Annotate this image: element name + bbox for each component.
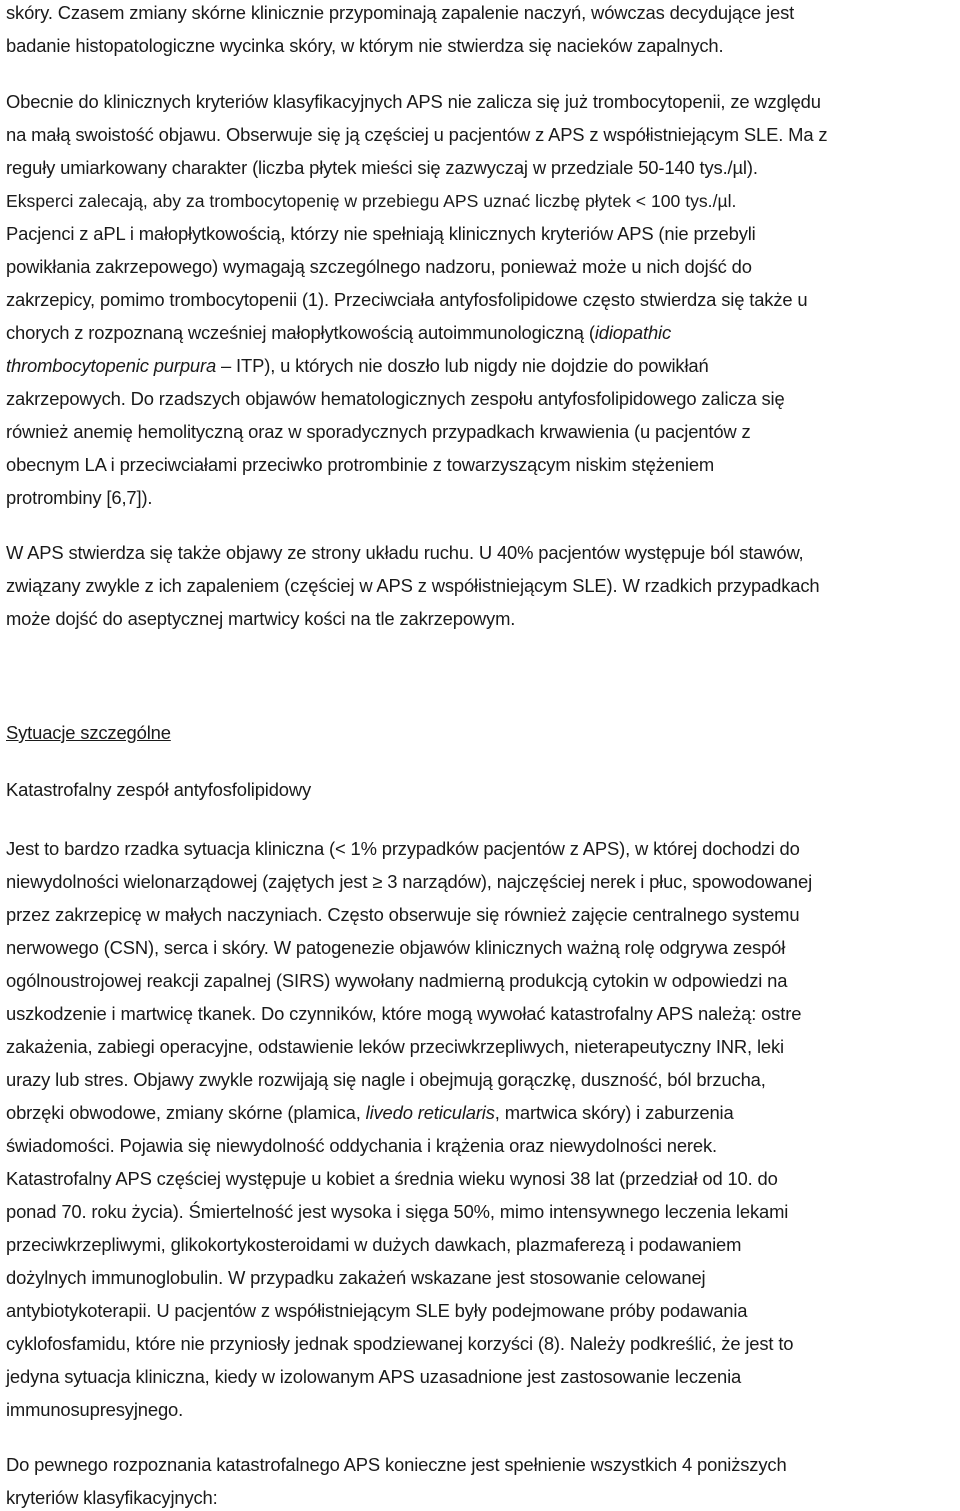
text-line: immunosupresyjnego. <box>6 1399 184 1420</box>
text-line: przeciwkrzepliwymi, glikokortykosteroidami w dużych dawkach, plazmaferezą i podawaniem <box>6 1234 742 1255</box>
text-line: również anemię hemolityczną oraz w sporadycznych przypadkach krwawienia (u pacjentów z <box>6 421 751 442</box>
text-line: W APS stwierdza się także objawy ze strony układu ruchu. U 40% pacjentów występuje ból stawów, <box>6 542 804 563</box>
text-line: obecnym LA i przeciwciałami przeciwko protrombinie z towarzyszącym niskim stężeniem <box>6 454 715 475</box>
text-line: ponad 70. roku życia). Śmiertelność jest wysoka i sięga 50%, mimo intensywnego leczenia lekami <box>6 1201 789 1222</box>
text-line: skóry. Czasem zmiany skórne klinicznie przypominają zapalenie naczyń, wówczas decydujące jest <box>6 2 795 23</box>
text-line: kryteriów klasyfikacyjnych: <box>6 1487 218 1508</box>
text-line: uszkodzenie i martwicę tkanek. Do czynników, które mogą wywołać katastrofalny APS należą: ostre <box>6 1003 802 1024</box>
text-line: świadomości. Pojawia się niewydolność oddychania i krążenia oraz niewydolności nerek. <box>6 1135 717 1156</box>
text-line: na małą swoistość objawu. Obserwuje się ją częściej u pacjentów z APS z współistniejącym SLE. Ma z <box>6 124 828 145</box>
text-line: thrombocytopenic purpura – ITP), u których nie doszło lub nigdy nie dojdzie do powikłań <box>6 355 709 376</box>
text-line: Jest to bardzo rzadka sytuacja kliniczna (< 1% przypadków pacjentów z APS), w której dochodzi do <box>6 838 800 859</box>
text-line: przez zakrzepicę w małych naczyniach. Często obserwuje się również zajęcie centralnego systemu <box>6 904 800 925</box>
text-line: urazy lub stres. Objawy zwykle rozwijają się nagle i obejmują gorączkę, duszność, ból brzucha, <box>6 1069 766 1090</box>
text-line: Do pewnego rozpoznania katastrofalnego APS konieczne jest spełnienie wszystkich 4 poniższych <box>6 1454 787 1475</box>
text-line: może dojść do aseptycznej martwicy kości na tle zakrzepowym. <box>6 608 516 629</box>
text-line: niewydolności wielonarządowej (zajętych jest ≥ 3 narządów), najczęściej nerek i płuc, spowodowanej <box>6 871 813 892</box>
text-line: obrzęki obwodowe, zmiany skórne (plamica, livedo reticularis, martwica skóry) i zaburzenia <box>6 1102 734 1123</box>
text-line: Obecnie do klinicznych kryteriów klasyfikacyjnych APS nie zalicza się już trombocytopenii, ze względu <box>6 91 821 112</box>
text-line: cyklofosfamidu, które nie przyniosły jednak spodziewanej korzyści (8). Należy podkreślić, że jest to <box>6 1333 794 1354</box>
text-line: ogólnoustrojowej reakcji zapalnej (SIRS) wywołany nadmierną produkcją cytokin w odpowiedzi na <box>6 970 788 991</box>
text-line: antybiotykoterapii. U pacjentów z współistniejącym SLE były podejmowane próby podawania <box>6 1300 748 1321</box>
text-line: nerwowego (CSN), serca i skóry. W patogenezie objawów klinicznych ważną rolę odgrywa zespół <box>6 937 786 958</box>
section-heading: Sytuacje szczególne <box>6 722 171 743</box>
text-line: jedyna sytuacja kliniczna, kiedy w izolowanym APS uzasadnione jest zastosowanie leczenia <box>6 1366 742 1387</box>
text-line: dożylnych immunoglobulin. W przypadku zakażeń wskazane jest stosowanie celowanej <box>6 1267 706 1288</box>
subsection-heading: Katastrofalny zespół antyfosfolipidowy <box>6 779 312 800</box>
text-line: Katastrofalny APS częściej występuje u kobiet a średnia wieku wynosi 38 lat (przedział od 10. do <box>6 1168 778 1189</box>
text-line: związany zwykle z ich zapaleniem (częściej w APS z współistniejącym SLE). W rzadkich przypadkach <box>6 575 820 596</box>
text-line: chorych z rozpoznaną wcześniej małopłytkowością autoimmunologiczną (idiopathic <box>6 322 672 343</box>
text-line: badanie histopatologiczne wycinka skóry, w którym nie stwierdza się nacieków zapalnych. <box>6 35 724 56</box>
text-line: zakrzepicy, pomimo trombocytopenii (1). Przeciwciała antyfosfolipidowe często stwierdza się także u <box>6 289 808 310</box>
text-line: protrombiny [6,7]). <box>6 487 153 508</box>
text-line: zakażenia, zabiegi operacyjne, odstawienie leków przeciwkrzepliwych, nieterapeutyczny INR, leki <box>6 1036 784 1057</box>
text-line: Eksperci zalecają, aby za trombocytopenię w przebiegu APS uznać liczbę płytek < 100 tys./µl. <box>6 191 737 211</box>
text-line: powikłania zakrzepowego) wymagają szczególnego nadzoru, ponieważ może u nich dojść do <box>6 256 752 277</box>
text-line: reguły umiarkowany charakter (liczba płytek mieści się zazwyczaj w przedziale 50-140 tys./µl). <box>6 157 758 178</box>
text-line: zakrzepowych. Do rzadszych objawów hematologicznych zespołu antyfosfolipidowego zalicza się <box>6 388 785 409</box>
text-line: Pacjenci z aPL i małopłytkowością, którzy nie spełniają klinicznych kryteriów APS (nie przebyli <box>6 223 756 244</box>
